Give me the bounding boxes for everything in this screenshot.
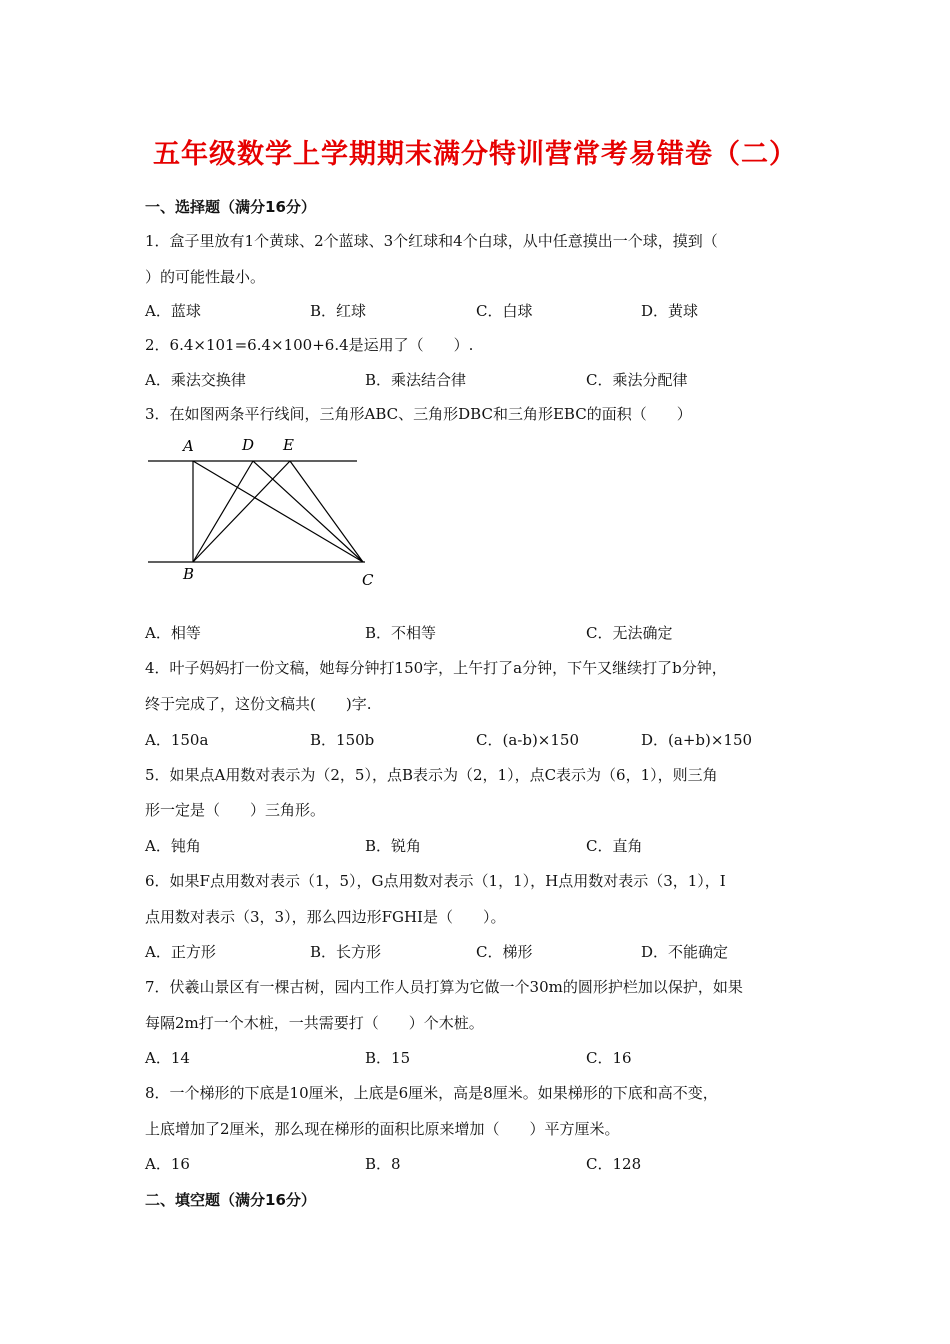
question-5-text-cont: 形一定是（ ）三角形。 [145, 801, 326, 819]
question-2-option-b: B．乘法结合律 [365, 371, 467, 389]
question-6-option-b: B．长方形 [310, 943, 382, 961]
question-8-option-c: C．128 [586, 1155, 642, 1173]
question-1-text: 1．盒子里放有1个黄球、2个蓝球、3个红球和4个白球，从中任意摸出一个球，摸到（ [145, 232, 718, 250]
question-4-option-d: D．(a+b)×150 [641, 731, 753, 749]
point-label-b: B [183, 565, 195, 583]
question-8-text-cont: 上底增加了2厘米，那么现在梯形的面积比原来增加（ ）平方厘米。 [145, 1120, 620, 1138]
question-5-option-b: B．锐角 [365, 837, 422, 855]
question-1-text-cont: ）的可能性最小。 [145, 268, 266, 286]
question-1-option-c: C．白球 [476, 302, 533, 320]
question-7-option-c: C．16 [586, 1049, 632, 1067]
question-3-text: 3．在如图两条平行线间，三角形ABC、三角形DBC和三角形EBC的面积（ ） [145, 405, 692, 423]
question-7-option-a: A．14 [145, 1049, 190, 1067]
question-8-text: 8．一个梯形的下底是10厘米，上底是6厘米，高是8厘米。如果梯形的下底和高不变， [145, 1084, 718, 1102]
question-2-option-a: A．乘法交换律 [145, 371, 246, 389]
question-4-option-b: B．150b [310, 731, 375, 749]
section-heading-fill-blank: 二、填空题（满分16分） [145, 1191, 316, 1209]
question-6-option-c: C．梯形 [476, 943, 533, 961]
section-heading-choice: 一、选择题（满分16分） [145, 198, 316, 216]
point-label-e: E [283, 436, 294, 454]
question-4-text: 4．叶子妈妈打一份文稿，她每分钟打150字，上午打了a分钟，下午又继续打了b分钟， [145, 659, 727, 677]
question-2-text: 2．6.4×101=6.4×100+6.4是运用了（ ）. [145, 336, 474, 354]
segment-ac [193, 461, 363, 562]
segment-dc [253, 461, 363, 562]
question-7-option-b: B．15 [365, 1049, 411, 1067]
question-4-option-c: C．(a-b)×150 [476, 731, 579, 749]
question-2-option-c: C．乘法分配律 [586, 371, 688, 389]
question-5-option-a: A．钝角 [145, 837, 201, 855]
point-label-a: A [183, 437, 194, 455]
question-7-text-cont: 每隔2m打一个木桩，一共需要打（ ）个木桩。 [145, 1014, 484, 1032]
question-1-option-b: B．红球 [310, 302, 367, 320]
question-1-option-a: A．蓝球 [145, 302, 201, 320]
question-3-option-a: A．相等 [145, 624, 201, 642]
point-label-c: C [362, 571, 374, 589]
question-5-option-c: C．直角 [586, 837, 643, 855]
question-6-text-cont: 点用数对表示（3，3），那么四边形FGHI是（ ）。 [145, 908, 506, 926]
page-title: 五年级数学上学期期末满分特训营常考易错卷（二） [153, 139, 797, 170]
segment-db [193, 461, 253, 562]
question-6-option-a: A．正方形 [145, 943, 216, 961]
question-5-text: 5．如果点A用数对表示为（2，5），点B表示为（2，1），点C表示为（6，1），则三角 [145, 766, 718, 784]
question-1-option-d: D．黄球 [641, 302, 699, 320]
segment-eb [193, 461, 290, 562]
question-6-text: 6．如果F点用数对表示（1，5），G点用数对表示（1，1），H点用数对表示（3，1），I [145, 872, 726, 890]
parallel-lines-triangle-figure [145, 432, 385, 592]
question-3-option-c: C．无法确定 [586, 624, 673, 642]
question-3-option-b: B．不相等 [365, 624, 437, 642]
segment-ec [290, 461, 363, 562]
question-8-option-b: B．8 [365, 1155, 401, 1173]
question-6-option-d: D．不能确定 [641, 943, 729, 961]
point-label-d: D [242, 436, 255, 454]
question-4-text-cont: 终于完成了，这份文稿共( )字. [145, 695, 372, 713]
question-8-option-a: A．16 [145, 1155, 190, 1173]
question-4-option-a: A．150a [145, 731, 209, 749]
question-7-text: 7．伏羲山景区有一棵古树，园内工作人员打算为它做一个30m的圆形护栏加以保护，如果 [145, 978, 743, 996]
